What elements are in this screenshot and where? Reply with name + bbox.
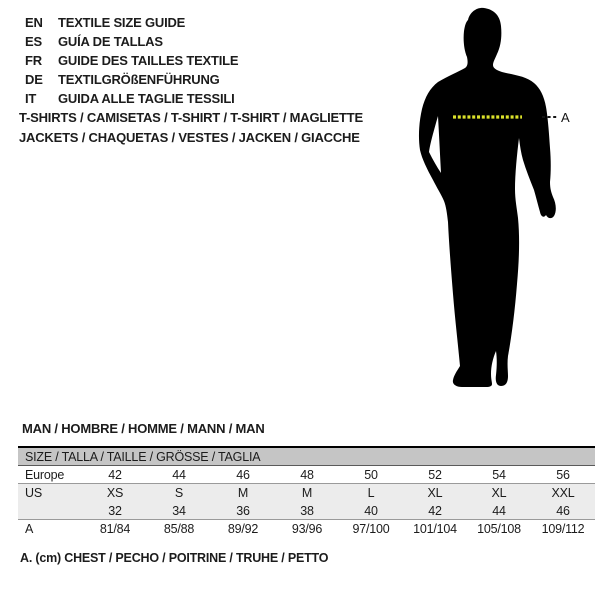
size-cell: 46	[236, 467, 250, 482]
size-cell: 50	[364, 467, 378, 482]
table-row-us	[18, 484, 595, 502]
size-cell: 36	[236, 503, 250, 518]
language-guide-list	[25, 13, 238, 108]
size-cell: 32	[108, 503, 122, 518]
size-cell: 40	[364, 503, 378, 518]
guide-title: GUÍA DE TALLAS	[58, 34, 163, 49]
garment-line-tshirts: T-SHIRTS / CAMISETAS / T-SHIRT / T-SHIRT / MAGLIETTE	[19, 110, 363, 125]
guide-title: TEXTILGRÖßENFÜHRUNG	[58, 72, 220, 87]
man-silhouette-svg	[398, 4, 576, 400]
list-item	[25, 51, 238, 70]
size-table	[18, 446, 595, 538]
size-cell: 46	[556, 503, 570, 518]
list-item	[25, 70, 238, 89]
size-cell: 56	[556, 467, 570, 482]
size-cell: XXL	[551, 486, 575, 500]
table-row-europe	[18, 466, 595, 484]
list-item	[25, 32, 238, 51]
table-row-numeric	[18, 502, 595, 520]
section-title-man: MAN / HOMBRE / HOMME / MANN / MAN	[22, 421, 265, 436]
size-cell: 44	[172, 467, 186, 482]
arm-gap-right	[518, 160, 524, 183]
size-cell: 54	[492, 467, 506, 482]
size-cell: 97/100	[352, 522, 390, 536]
language-code: ES	[25, 34, 42, 49]
garment-line-jackets: JACKETS / CHAQUETAS / VESTES / JACKEN / GIACCHE	[19, 130, 360, 145]
size-cell: 34	[172, 503, 186, 518]
size-cell: 101/104	[413, 522, 457, 536]
garment-types	[19, 108, 363, 148]
language-code: FR	[25, 53, 42, 68]
size-cell: XL	[491, 486, 507, 500]
size-cell: 93/96	[291, 522, 323, 536]
guide-title: TEXTILE SIZE GUIDE	[58, 15, 186, 30]
row-label: Europe	[25, 467, 65, 482]
size-cell: 38	[300, 503, 314, 518]
size-cell: XS	[106, 486, 124, 500]
size-cell: XL	[427, 486, 443, 500]
table-header: SIZE / TALLA / TAILLE / GRÖSSE / TAGLIA	[18, 448, 595, 466]
size-cell: 48	[300, 467, 314, 482]
size-cell: 42	[428, 503, 442, 518]
size-cell: 52	[428, 467, 442, 482]
list-item	[25, 89, 238, 108]
size-cell: 89/92	[227, 522, 259, 536]
guide-title: GUIDE DES TAILLES TEXTILE	[58, 53, 239, 68]
table-row-chest	[18, 520, 595, 538]
size-cell: 85/88	[163, 522, 195, 536]
man-silhouette-shape	[419, 8, 556, 387]
size-cell: 105/108	[477, 522, 521, 536]
man-silhouette-figure	[398, 4, 576, 400]
list-item	[25, 13, 238, 32]
size-cell: 44	[492, 503, 506, 518]
language-code: IT	[25, 91, 37, 106]
language-code: EN	[25, 15, 43, 30]
row-label: A	[25, 522, 34, 536]
size-cell: 42	[108, 467, 122, 482]
language-code: DE	[25, 72, 43, 87]
row-label: US	[25, 486, 42, 500]
size-cell: S	[174, 486, 184, 500]
measurement-footnote: A. (cm) CHEST / PECHO / POITRINE / TRUHE / PETTO	[20, 551, 329, 565]
measure-label-a: A	[561, 110, 570, 125]
size-cell: M	[237, 486, 249, 500]
size-cell: 109/112	[541, 522, 585, 536]
size-cell: M	[301, 486, 313, 500]
size-cell: 81/84	[99, 522, 131, 536]
guide-title: GUIDA ALLE TAGLIE TESSILI	[58, 91, 235, 106]
size-cell: L	[367, 486, 375, 500]
